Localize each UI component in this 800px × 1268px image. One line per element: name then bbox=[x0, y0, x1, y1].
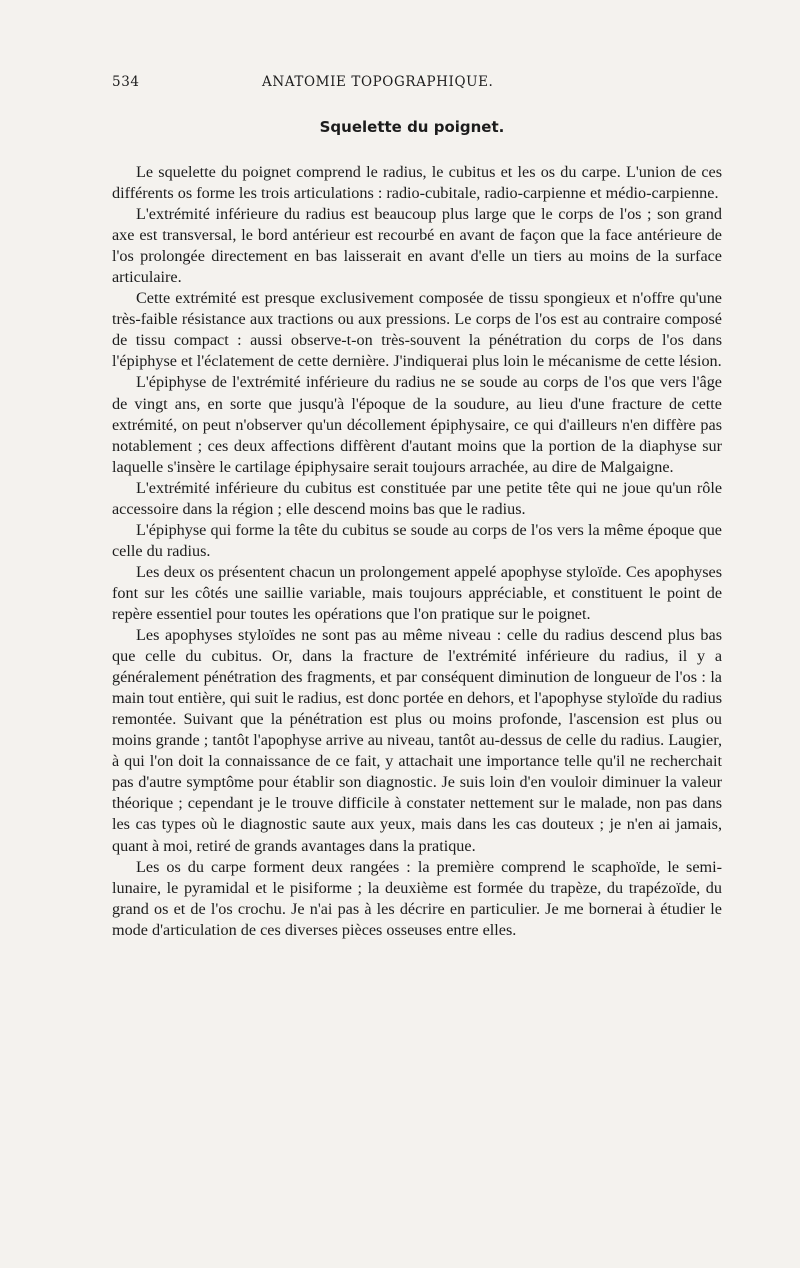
paragraph: Cette extrémité est presque exclusivement composée de tissu spongieux et n'offre qu'une très-faible résistance aux tractions ou aux pressions. Le corps de l'os est au contraire composé de tissu compact : aussi observe-t-on très-souvent la pénétration du corps de l'os dans l'épiphyse et l'éclatement de cette dernière. J'indiquerai plus loin le mécanisme de cette lésion. bbox=[112, 289, 722, 371]
running-title: ANATOMIE TOPOGRAPHIQUE. bbox=[262, 74, 494, 90]
paragraph: L'extrémité inférieure du cubitus est constituée par une petite tête qui ne joue qu'un rôle accessoire dans la région ; elle descend moins bas que le radius. bbox=[112, 478, 722, 518]
paragraph: L'extrémité inférieure du radius est beaucoup plus large que le corps de l'os ; son grand axe est transversal, le bord antérieur est recourbé en avant de façon que la face antérieure de l'os prolongée directement en bas laisserait en avant d'elle un tiers au moins de la surface articulaire. bbox=[112, 205, 722, 287]
body-text bbox=[112, 162, 722, 941]
paragraph: Les apophyses styloïdes ne sont pas au même niveau : celle du radius descend plus bas que celle du cubitus. Or, dans la fracture de l'extrémité inférieure du radius, il y a généralement pénétration des fragments, et par conséquent diminution de longueur de l'os : la main tout entière, qui suit le radius, est donc portée en dehors, et l'apophyse styloïde du radius remontée. Suivant que la pénétration est plus ou moins profonde, l'ascension est plus ou moins grande ; tantôt l'apophyse arrive au niveau, tantôt au-dessus de celle du radius. Laugier, à qui l'on doit la connaissance de ce fait, y attachait une importance telle qu'il ne recherchait pas d'autre symptôme pour établir son diagnostic. Je suis loin d'en vouloir diminuer la valeur théorique ; cependant je le trouve difficile à constater nettement sur le malade, non pas dans les cas types où le diagnostic saute aux yeux, mais dans les cas douteux ; je n'en ai jamais, quant à moi, retiré de grands avantages dans la pratique. bbox=[112, 626, 722, 855]
running-head bbox=[112, 74, 712, 94]
paragraph: Le squelette du poignet comprend le radius, le cubitus et les os du carpe. L'union de ces différents os forme les trois articulations : radio-cubitale, radio-carpienne et médio-carpienne. bbox=[112, 163, 722, 203]
section-title: Squelette du poignet. bbox=[319, 118, 505, 136]
paragraph: L'épiphyse qui forme la tête du cubitus se soude au corps de l'os vers la même époque que celle du radius. bbox=[112, 520, 722, 560]
paragraph: L'épiphyse de l'extrémité inférieure du radius ne se soude au corps de l'os que vers l'âge de vingt ans, en sorte que jusqu'à l'époque de la soudure, au lieu d'une fracture de cette extrémité, on peut n'observer qu'un décollement épiphysaire, ce qui d'ailleurs n'en diffère pas notablement ; ces deux affections diffèrent d'autant moins que la portion de la diaphyse sur laquelle s'insère le cartilage épiphysaire serait toujours arrachée, au dire de Malgaigne. bbox=[112, 373, 722, 476]
paragraph: Les deux os présentent chacun un prolongement appelé apophyse styloïde. Ces apophyses font sur les côtés une saillie variable, mais toujours appréciable, et constituent le point de repère essentiel pour toutes les opérations que l'on pratique sur le poignet. bbox=[112, 562, 722, 623]
page-number: 534 bbox=[112, 74, 140, 90]
paragraph: Les os du carpe forment deux rangées : la première comprend le scaphoïde, le semi-lunaire, le pyramidal et le pisiforme ; la deuxième est formée du trapèze, du trapézoïde, du grand os et de l'os crochu. Je n'ai pas à les décrire en particulier. Je me bornerai à étudier le mode d'articulation de ces diverses pièces osseuses entre elles. bbox=[112, 857, 722, 939]
